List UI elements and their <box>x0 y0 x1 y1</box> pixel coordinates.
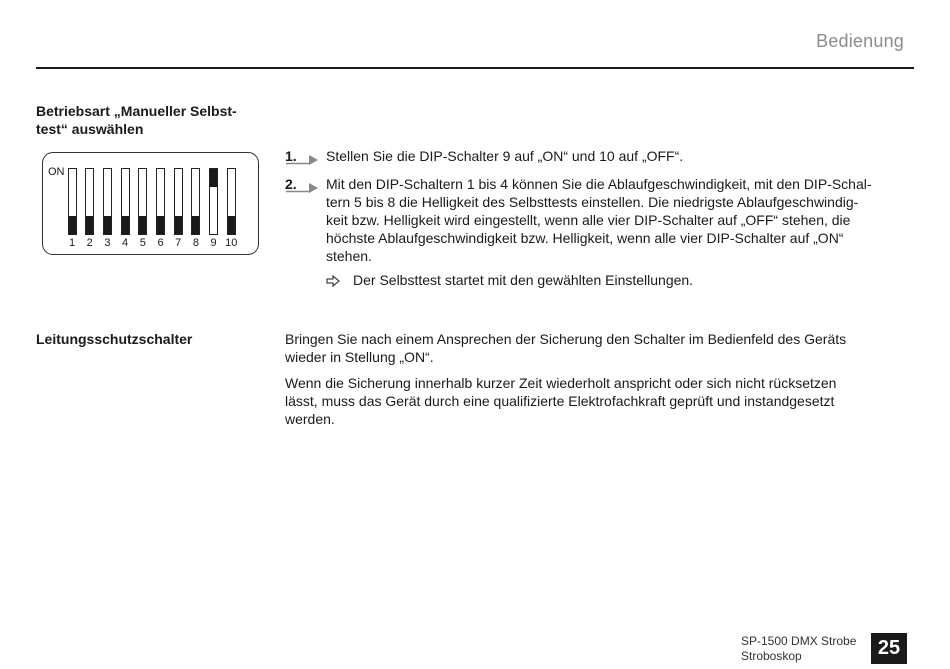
page-section-title: Bedienung <box>816 31 904 51</box>
step-text-line: stehen. <box>326 248 372 264</box>
dip-switch <box>174 168 183 235</box>
dip-switch-number: 1 <box>68 237 76 249</box>
paragraph-line: wieder in Stellung „ON“. <box>285 349 434 365</box>
dip-switch <box>85 168 94 235</box>
dip-switch-knob <box>86 216 93 234</box>
dip-switch-knob <box>175 216 182 234</box>
dip-switch <box>138 168 147 235</box>
section-heading-line: test“ auswählen <box>36 121 144 137</box>
dip-switch <box>156 168 165 235</box>
dip-switch-number: 8 <box>192 237 199 249</box>
footer-product-type: Stroboskop <box>741 649 802 663</box>
dip-switch <box>191 168 200 235</box>
step-text-line: Mit den DIP-Schaltern 1 bis 4 können Sie die Ablaufgeschwindigkeit, mit den DIP-Schal- <box>326 176 872 192</box>
dip-switch <box>121 168 130 235</box>
dip-switch <box>103 168 112 235</box>
paragraph <box>285 374 905 428</box>
dip-switch-knob <box>228 216 235 234</box>
step-text-line: keit bzw. Helligkeit wird eingestellt, wenn alle vier DIP-Schalter auf „OFF“ stehen, die <box>326 212 851 228</box>
dip-switch-knob <box>104 216 111 234</box>
step-text-line: tern 5 bis 8 die Helligkeit des Selbsttests einstellen. Die niedrigste Ablaufgeschwindig- <box>326 194 859 210</box>
dip-switch-number: 10 <box>225 237 238 249</box>
dip-switch-knob <box>139 216 146 234</box>
dip-switch-knob <box>157 216 164 234</box>
step-number: 2. <box>285 176 297 192</box>
dip-switch-knob <box>122 216 129 234</box>
page-number: 25 <box>871 633 907 664</box>
footer-product-name: SP-1500 DMX Strobe <box>741 634 857 648</box>
paragraph <box>285 330 905 366</box>
dip-switch-knob <box>210 169 217 187</box>
dip-switch <box>227 168 236 235</box>
footer-product <box>741 634 856 664</box>
section-heading-line: Betriebsart „Manueller Selbst- <box>36 103 237 119</box>
step-text: Stellen Sie die DIP-Schalter 9 auf „ON“ und 10 auf „OFF“. <box>326 148 684 164</box>
dip-switch-knob <box>192 216 199 234</box>
step-number: 1. <box>285 148 297 164</box>
dip-switch-number: 7 <box>175 237 182 249</box>
dip-switch-number: 4 <box>122 237 129 249</box>
dip-switch-number: 6 <box>157 237 164 249</box>
result-text: Der Selbsttest startet mit den gewählten Einstellungen. <box>353 272 694 288</box>
result-arrow-icon <box>326 271 340 289</box>
dip-on-label: ON <box>48 166 65 178</box>
paragraph-line: lässt, muss das Gerät durch eine qualifizierte Elektrofachkraft geprüft und instandgesetzt <box>285 393 835 409</box>
paragraph-line: Wenn die Sicherung innerhalb kurzer Zeit wiederholt anspricht oder sich nicht rücksetzen <box>285 375 837 391</box>
dip-switch-knob <box>69 216 76 234</box>
step-text <box>326 175 906 265</box>
dip-switch-number: 5 <box>139 237 146 249</box>
dip-switch-number: 2 <box>86 237 93 249</box>
dip-switch <box>209 168 218 235</box>
section-heading-circuit-breaker: Leitungsschutzschalter <box>36 331 193 347</box>
dip-switch-number: 9 <box>210 237 217 249</box>
dip-switch <box>68 168 77 235</box>
dip-switch-diagram <box>42 152 259 255</box>
header-divider <box>36 67 914 69</box>
step-text-line: höchste Ablaufgeschwindigkeit bzw. Helligkeit, wenn alle vier DIP-Schalter auf „ON“ <box>326 230 844 246</box>
paragraph-line: Bringen Sie nach einem Ansprechen der Sicherung den Schalter im Bedienfeld des Geräts <box>285 331 847 347</box>
dip-switch-number: 3 <box>104 237 111 249</box>
section-heading-selftest <box>36 102 266 138</box>
step-arrow-icon <box>286 177 320 193</box>
step-arrow-icon <box>286 149 320 165</box>
paragraph-line: werden. <box>285 411 335 427</box>
